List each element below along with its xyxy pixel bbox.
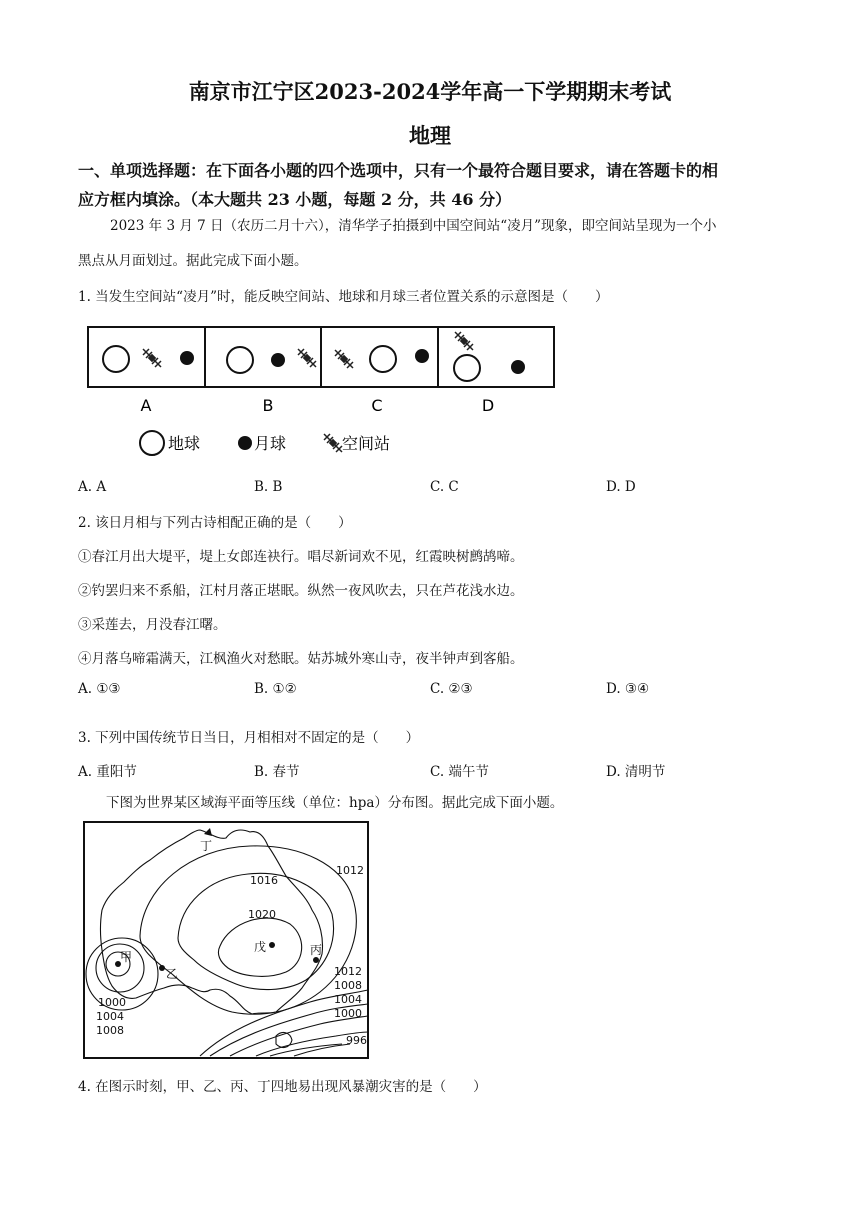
q2-poem-3: ③采莲去，月没春江曙。 [78, 617, 227, 633]
isobar-label-1008-low: 1008 [96, 1024, 124, 1037]
q2-poem-4: ④月落乌啼霜满天，江枫渔火对愁眠。姑苏城外寒山寺，夜半钟声到客船。 [78, 651, 524, 667]
isobar-label-1004-low: 1004 [96, 1010, 124, 1023]
legend-earth-label: 地球 [168, 434, 201, 453]
point-yi [159, 965, 165, 971]
q2-poem-1: ①春江月出大堤平，堤上女郎连袂行。唱尽新词欢不见，红霞映树鹧鸪啼。 [78, 549, 524, 565]
q2-poem-2: ②钓罢归来不系船，江村月落正堪眠。纵然一夜风吹去，只在芦花浅水边。 [78, 583, 524, 599]
isobar-label-1000-low: 1000 [98, 996, 126, 1009]
earth-icon [227, 347, 253, 373]
section-heading-line1: 一、单项选择题：在下面各小题的四个选项中，只有一个最符合题目要求，请在答题卡的相 [78, 161, 719, 180]
earth-icon [370, 346, 396, 372]
isobar-label-1004-south: 1004 [334, 993, 362, 1006]
exam-title: 南京市江宁区2023-2024学年高一下学期期末考试 [188, 79, 672, 104]
section-heading [78, 156, 790, 214]
isobar-label-1012-south: 1012 [334, 965, 362, 978]
q1-figure [86, 322, 566, 462]
q3-stem: 3. 下列中国传统节日当日，月相相对不固定的是（ ） [78, 730, 420, 746]
legend-moon-icon [238, 436, 252, 450]
isobar-label-1012: 1012 [336, 864, 364, 877]
q1-option-b[interactable]: B. B [254, 479, 283, 495]
isobar-label-1008-south: 1008 [334, 979, 362, 992]
place-label-jia: 甲 [120, 950, 133, 964]
earth-icon [454, 355, 480, 381]
space-station-icon [335, 350, 353, 368]
q1-option-c[interactable]: C. C [430, 479, 459, 495]
isobar-label-1000-south: 1000 [334, 1007, 362, 1020]
isobar-label-1016: 1016 [250, 874, 278, 887]
passage1-line1: 2023 年 3 月 7 日（农历二月十六），清华学子拍摄到中国空间站“凌月”现象，即空间站呈现为一个小 [110, 218, 717, 234]
isobar-map [80, 818, 374, 1062]
space-station-icon [455, 332, 473, 350]
isobar-label-996: 996 [346, 1034, 367, 1047]
moon-icon [180, 351, 194, 365]
section-heading-line2: 应方框内填涂。（本大题共 23 小题，每题 2 分，共 46 分） [78, 190, 512, 209]
q2-stem: 2. 该日月相与下列古诗相配正确的是（ ） [78, 515, 352, 531]
q2-option-b[interactable]: B. ①② [254, 681, 297, 697]
q3-option-a[interactable]: A. 重阳节 [78, 764, 137, 780]
place-label-bing: 丙 [310, 943, 323, 957]
legend-moon-label: 月球 [254, 434, 287, 453]
panel-label-a: A [140, 396, 152, 415]
space-station-icon [143, 349, 161, 367]
passage2-line1: 下图为世界某区域海平面等压线（单位：hpa）分布图。据此完成下面小题。 [106, 795, 564, 811]
space-station-icon [298, 349, 316, 367]
panel-label-d: D [481, 396, 495, 415]
place-label-wu: 戊 [254, 940, 267, 954]
q4-stem: 4. 在图示时刻，甲、乙、丙、丁四地易出现风暴潮灾害的是（ ） [78, 1079, 487, 1095]
point-wu [269, 942, 275, 948]
legend-station-label: 空间站 [342, 434, 391, 453]
earth-icon [103, 346, 129, 372]
q2-option-a[interactable]: A. ①③ [78, 681, 121, 697]
q1-stem: 1. 当发生空间站“凌月”时，能反映空间站、地球和月球三者位置关系的示意图是（ ） [78, 289, 609, 305]
q3-option-c[interactable]: C. 端午节 [430, 764, 489, 780]
q2-option-d[interactable]: D. ③④ [606, 681, 650, 697]
isobar-label-1020: 1020 [248, 908, 276, 921]
legend-station-icon [324, 434, 342, 452]
moon-icon [511, 360, 525, 374]
q3-option-b[interactable]: B. 春节 [254, 764, 300, 780]
panel-label-b: B [262, 396, 274, 415]
q1-option-a[interactable]: A. A [78, 479, 107, 495]
moon-icon [271, 353, 285, 367]
place-label-yi: 乙 [166, 967, 179, 981]
legend-earth-icon [140, 431, 164, 455]
passage1-line2: 黑点从月面划过。据此完成下面小题。 [78, 253, 308, 269]
point-bing [313, 957, 319, 963]
subject-title: 地理 [409, 123, 451, 148]
q2-option-c[interactable]: C. ②③ [430, 681, 473, 697]
q3-option-d[interactable]: D. 清明节 [606, 764, 666, 780]
moon-icon [415, 349, 429, 363]
panel-label-c: C [371, 396, 383, 415]
q1-option-d[interactable]: D. D [606, 479, 636, 495]
place-label-ding: 丁 [200, 839, 213, 853]
